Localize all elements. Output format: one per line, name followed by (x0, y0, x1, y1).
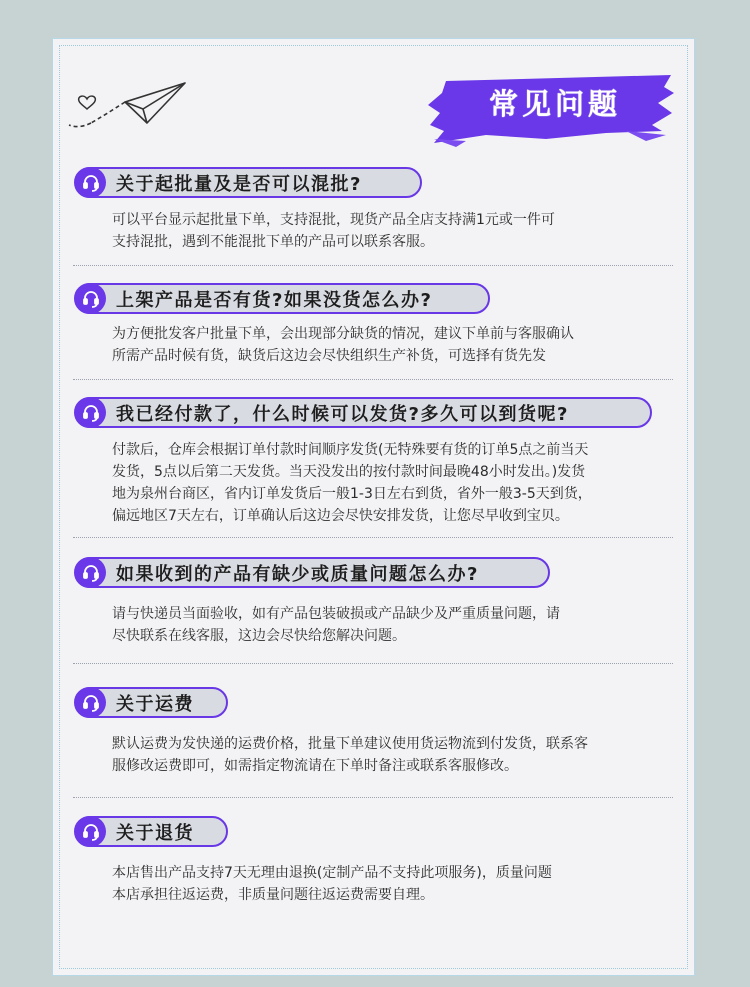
faq-question (74, 557, 550, 588)
faq-answer (112, 209, 672, 253)
faq-question-text: 关于起批量及是否可以混批? (116, 173, 362, 195)
answer-line: 所需产品时候有货，缺货后这边会尽快组织生产补货，可选择有货先发 (112, 348, 546, 364)
faq-answer (112, 733, 672, 777)
answer-line: 偏远地区7天左右，订单确认后这边会尽快安排发货，让您尽早收到宝贝。 (112, 508, 569, 524)
headset-icon (75, 816, 106, 847)
faq-question (74, 397, 652, 428)
faq-answer (112, 603, 672, 647)
answer-line: 本店售出产品支持7天无理由退换(定制产品不支持此项服务)，质量问题 (112, 865, 552, 881)
divider (73, 379, 673, 380)
answer-line: 地为泉州台商区，省内订单发货后一般1-3日左右到货，省外一般3-5天到货， (112, 486, 592, 502)
faq-question-text: 我已经付款了，什么时候可以发货?多久可以到货呢? (116, 403, 569, 425)
faq-card (52, 38, 695, 976)
heart-icon (79, 96, 96, 109)
answer-line: 尽快联系在线客服，这边会尽快给您解决问题。 (112, 628, 406, 644)
answer-line: 可以平台显示起批量下单，支持混批，现货产品全店支持满1元或一件可 (112, 212, 555, 228)
faq-answer (112, 862, 672, 906)
paper-plane-icon (65, 77, 195, 137)
divider (73, 663, 673, 664)
headset-icon (75, 167, 106, 198)
answer-line: 为方便批发客户批量下单，会出现部分缺货的情况，建议下单前与客服确认 (112, 326, 574, 342)
answer-line: 请与快递员当面验收，如有产品包装破损或产品缺少及严重质量问题，请 (112, 606, 560, 622)
headset-icon (75, 687, 106, 718)
faq-question (74, 167, 422, 198)
divider (73, 797, 673, 798)
headset-icon (75, 557, 106, 588)
headset-icon (75, 283, 106, 314)
faq-answer (112, 439, 672, 527)
faq-question (74, 816, 228, 847)
faq-question-text: 如果收到的产品有缺少或质量问题怎么办? (116, 563, 479, 585)
page-title: 常见问题 (488, 86, 621, 121)
divider (73, 265, 673, 266)
answer-line: 服修改运费即可，如需指定物流请在下单时备注或联系客服修改。 (112, 758, 518, 774)
answer-line: 付款后，仓库会根据订单付款时间顺序发货(无特殊要有货的订单5点之前当天 (112, 442, 589, 458)
faq-answer (112, 323, 672, 367)
headset-icon (75, 397, 106, 428)
answer-line: 本店承担往返运费，非质量问题往返运费需要自理。 (112, 887, 434, 903)
answer-line: 支持混批，遇到不能混批下单的产品可以联系客服。 (112, 234, 434, 250)
divider (73, 537, 673, 538)
answer-line: 发货，5点以后第二天发货。当天没发出的按付款时间最晚48小时发出。)发货 (112, 464, 586, 480)
faq-question (74, 283, 490, 314)
answer-line: 默认运费为发快递的运费价格，批量下单建议使用货运物流到付发货，联系客 (112, 736, 588, 752)
faq-question-text: 关于退货 (116, 822, 194, 844)
faq-question-text: 上架产品是否有货?如果没货怎么办? (116, 289, 433, 311)
faq-question-text: 关于运费 (116, 693, 194, 715)
faq-question (74, 687, 228, 718)
